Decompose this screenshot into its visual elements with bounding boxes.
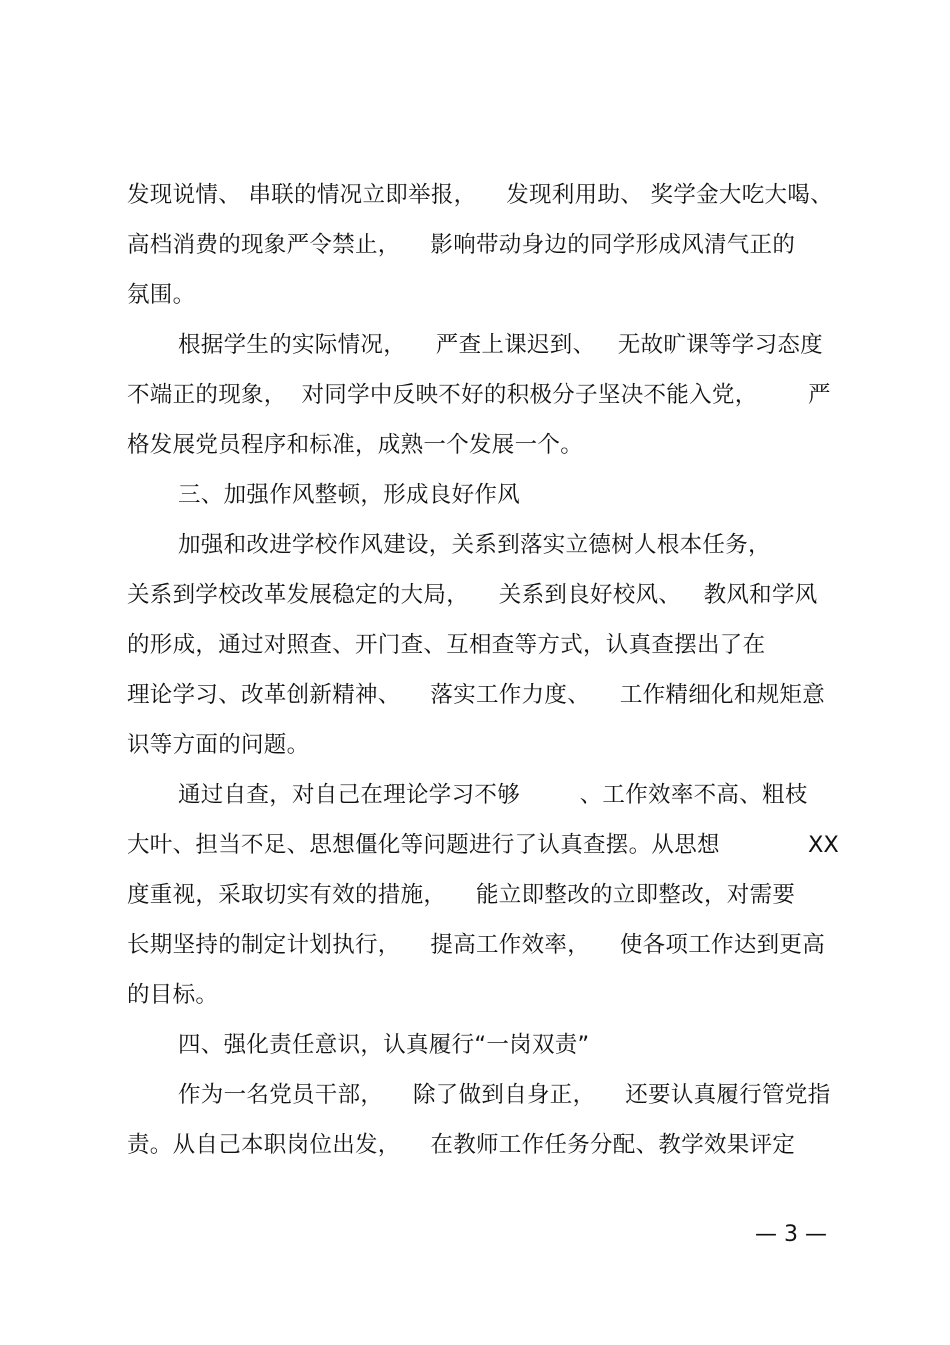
- text-line-2: 高档消费的现象严令禁止， 影响带动身边的同学形成风清气正的: [127, 232, 796, 258]
- text-line-16: 长期坚持的制定计划执行， 提高工作效率， 使各项工作达到更高: [127, 932, 826, 958]
- section-heading-3: 三、加强作风整顿，形成良好作风: [178, 482, 521, 508]
- text-line-20: 责。从自己本职岗位出发， 在教师工作任务分配、教学效果评定: [127, 1132, 796, 1158]
- text-line-9: 关系到学校改革发展稳定的大局， 关系到良好校风、 教风和学风: [127, 582, 818, 608]
- text-line-5: 不端正的现象， 对同学中反映不好的积极分子坚决不能入党，: [127, 382, 758, 408]
- text-line-12: 识等方面的问题。: [127, 732, 310, 758]
- text-line-1: 发现说情、 串联的情况立即举报， 发现利用助、 奖学金大吃大喝、: [127, 182, 833, 208]
- text-line-8: 加强和改进学校作风建设，关系到落实立德树人根本任务，: [178, 532, 771, 558]
- text-line-10: 的形成，通过对照查、开门查、互相查等方式，认真查摆出了在: [127, 632, 766, 658]
- text-line-5-end-char: 严: [808, 382, 831, 408]
- text-line-14-end-token: XX: [808, 832, 839, 858]
- section-heading-4: 四、强化责任意识，认真履行“一岗双责”: [178, 1032, 590, 1058]
- text-line-11: 理论学习、改革创新精神、 落实工作力度、 工作精细化和规矩意: [127, 682, 826, 708]
- text-line-4: 根据学生的实际情况， 严查上课迟到、 无故旷课等学习态度: [178, 332, 823, 358]
- text-line-15: 度重视，采取切实有效的措施， 能立即整改的立即整改，对需要: [127, 882, 796, 908]
- text-line-6: 格发展党员程序和标准，成熟一个发展一个。: [127, 432, 584, 458]
- text-line-13: 通过自查，对自己在理论学习不够 、工作效率不高、粗枝: [178, 782, 808, 808]
- text-line-17: 的目标。: [127, 982, 219, 1008]
- text-line-3: 氛围。: [127, 282, 196, 308]
- text-line-14: 大叶、担当不足、思想僵化等问题进行了认真查摆。从思想: [127, 832, 720, 858]
- page-number: — 3 —: [755, 1222, 827, 1247]
- text-line-19: 作为一名党员干部， 除了做到自身正， 还要认真履行管党指: [178, 1082, 831, 1108]
